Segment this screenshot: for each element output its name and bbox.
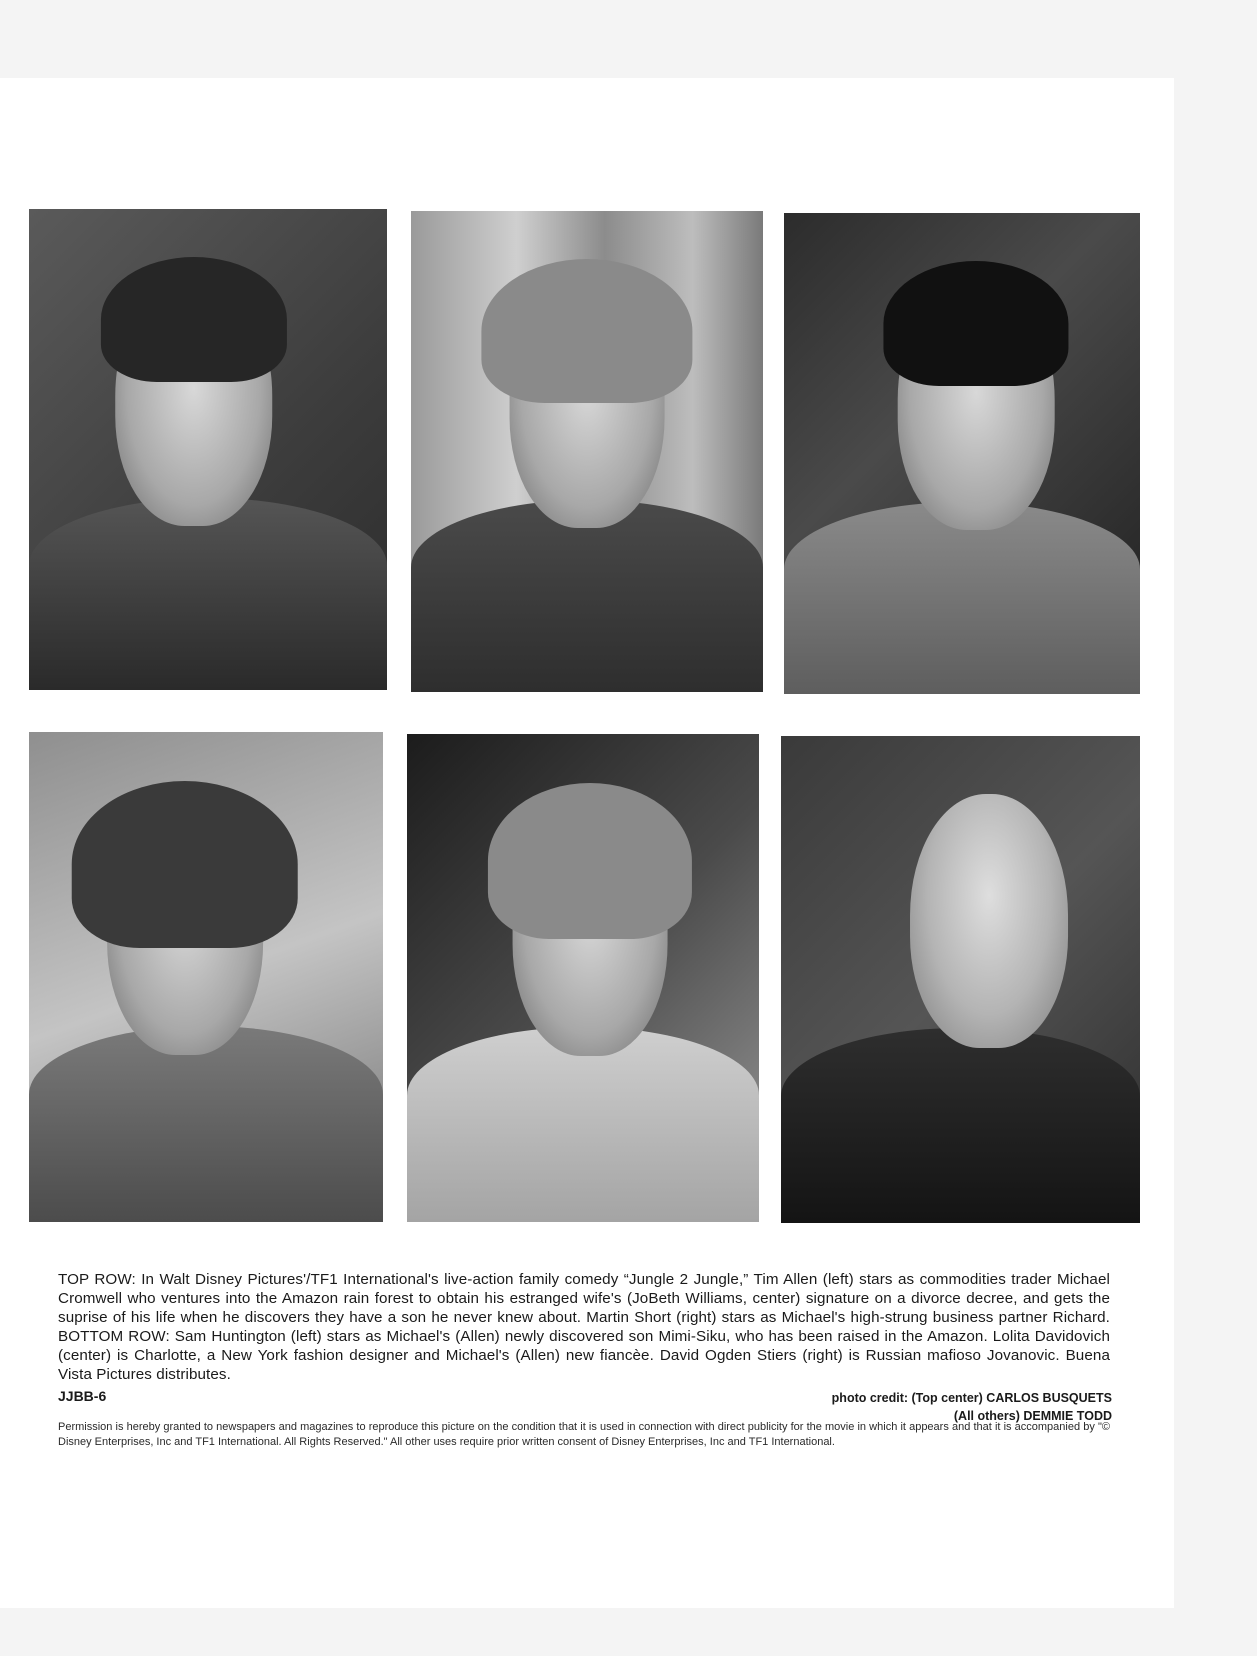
photo-top-left: [29, 209, 387, 690]
photo-bottom-center: [407, 734, 759, 1222]
photo-credit-line1: photo credit: (Top center) CARLOS BUSQUETS: [831, 1391, 1112, 1405]
permission-notice: Permission is hereby granted to newspapers and magazines to reproduce this picture on the condition that it is used in connection with direct publicity for the movie in which it appears and that it is accompanied by "© Disney Enterprises, Inc and TF1 International. All Rights Reserved." All other uses require prior written consent of Disney Enterprises, Inc and TF1 International.: [58, 1421, 1110, 1448]
photo-top-center: [411, 211, 763, 692]
photo-top-right: [784, 213, 1140, 694]
photo-credit-line2: (All others) DEMMIE TODD: [953, 1409, 1112, 1423]
photo-code: JJBB-6: [58, 1388, 107, 1404]
photo-bottom-right: [781, 736, 1140, 1223]
photo-bottom-left: [29, 732, 383, 1222]
photo-caption: TOP ROW: In Walt Disney Pictures'/TF1 International's live-action family comedy “Jungle 2 Jungle,” Tim Allen (left) stars as commodities trader Michael Cromwell who ventures into the Amazon rain forest to obtain his estranged wife's (JoBeth Williams, center) signature on a divorce decree, and gets the suprise of his life when he discovers they have a son he never knew about. Martin Short (right) stars as Michael's high-strung business partner Richard. BOTTOM ROW: Sam Huntington (left) stars as Michael's (Allen) newly discovered son Mimi-Siku, who has been raised in the Amazon. Lolita Davidovich (center) is Charlotte, a New York fashion designer and Michael's (Allen) new fiancèe. David Ogden Stiers (right) is Russian mafioso Jovanovic. Buena Vista Pictures distributes.: [58, 1271, 1110, 1383]
